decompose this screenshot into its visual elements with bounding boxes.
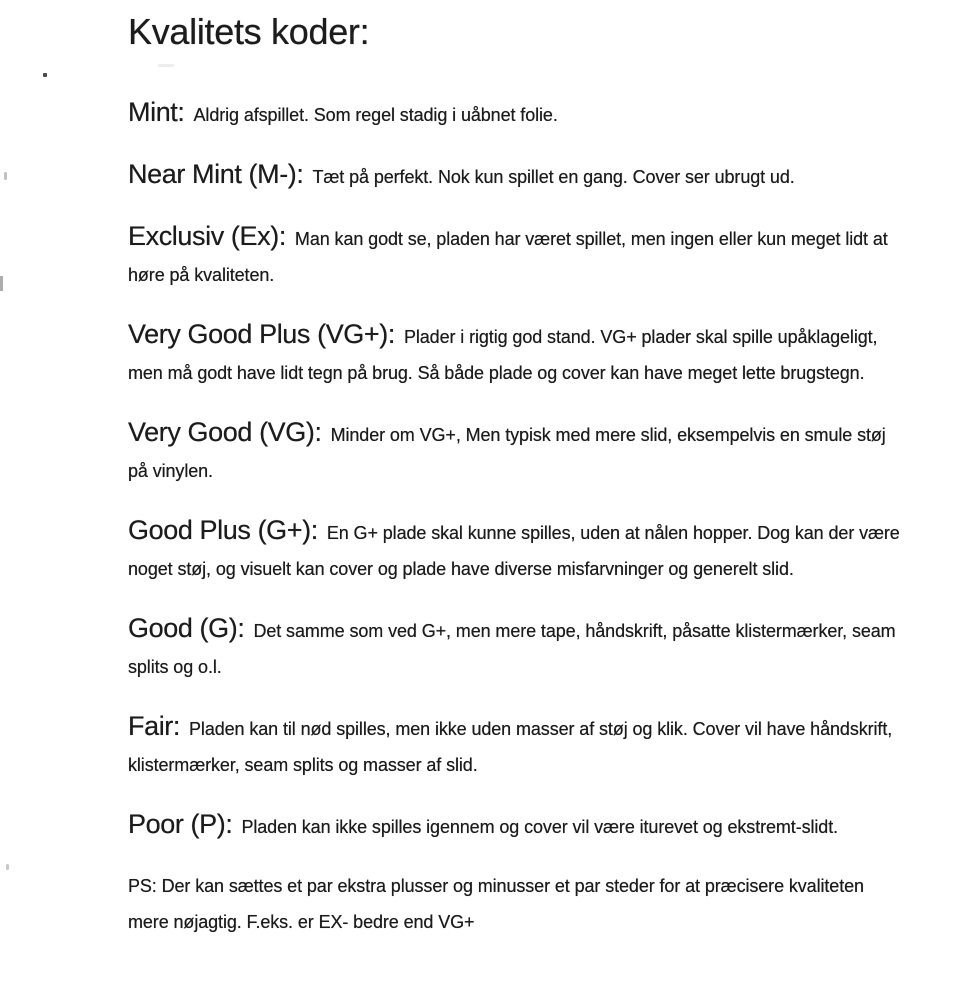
- quality-code-term: Very Good (VG):: [128, 417, 322, 447]
- quality-code-term: Exclusiv (Ex):: [128, 221, 286, 251]
- quality-code-entry: [128, 156, 904, 195]
- quality-code-term: Very Good Plus (VG+):: [128, 319, 395, 349]
- quality-code-term: Near Mint (M-):: [128, 159, 304, 189]
- quality-code-term: Poor (P):: [128, 809, 233, 839]
- quality-code-entry: [128, 512, 904, 587]
- quality-codes-list: [128, 94, 904, 845]
- quality-code-definition: Pladen kan ikke spilles igennem og cover vil være iturevet og ekstremt-slidt.: [241, 817, 839, 837]
- quality-code-definition: Man kan godt se, pladen har været spillet, men ingen eller kun meget lidt at høre på kvaliteten.: [128, 229, 888, 285]
- quality-code-term: Mint:: [128, 97, 185, 127]
- quality-code-term: Fair:: [128, 711, 181, 741]
- quality-code-entry: [128, 610, 904, 685]
- quality-code-definition: Minder om VG+, Men typisk med mere slid, eksempelvis en smule støj på vinylen.: [128, 425, 886, 481]
- quality-code-definition: Aldrig afspillet. Som regel stadig i uåbnet folie.: [193, 105, 558, 125]
- scan-artifact-speck: [6, 864, 9, 870]
- quality-code-definition: En G+ plade skal kunne spilles, uden at nålen hopper. Dog kan der være noget støj, og visuelt kan cover og plade have diverse misfarvninger og generelt slid.: [128, 523, 900, 579]
- scan-artifact-speck: [4, 172, 7, 180]
- quality-code-definition: Tæt på perfekt. Nok kun spillet en gang. Cover ser ubrugt ud.: [312, 167, 795, 187]
- scan-artifact-edge-mark: [0, 276, 3, 291]
- postscript-note: PS: Der kan sættes et par ekstra plusser og minusser et par steder for at præcisere kvaliteten mere nøjagtig. F.eks. er EX- bedre end VG+: [128, 876, 864, 932]
- quality-code-entry: [128, 806, 904, 845]
- quality-code-definition: Pladen kan til nød spilles, men ikke uden masser af støj og klik. Cover vil have håndskrift, klistermærker, seam splits og masser af slid.: [128, 719, 893, 775]
- quality-code-term: Good Plus (G+):: [128, 515, 318, 545]
- page-title: Kvalitets koder:: [128, 11, 370, 52]
- quality-code-entry: [128, 708, 904, 783]
- quality-code-term: Good (G):: [128, 613, 245, 643]
- document-content: [128, 10, 904, 940]
- quality-code-entry: [128, 316, 904, 391]
- quality-code-entry: [128, 414, 904, 489]
- quality-code-definition: Plader i rigtig god stand. VG+ plader skal spille upåklageligt, men må godt have lidt tegn på brug. Så både plade og cover kan have meget lette brugstegn.: [128, 327, 878, 383]
- quality-code-entry: [128, 94, 904, 133]
- quality-code-definition: Det samme som ved G+, men mere tape, håndskrift, påsatte klistermærker, seam splits og o.l.: [128, 621, 896, 677]
- scan-artifact-dot: [43, 73, 47, 77]
- quality-code-entry: [128, 218, 904, 293]
